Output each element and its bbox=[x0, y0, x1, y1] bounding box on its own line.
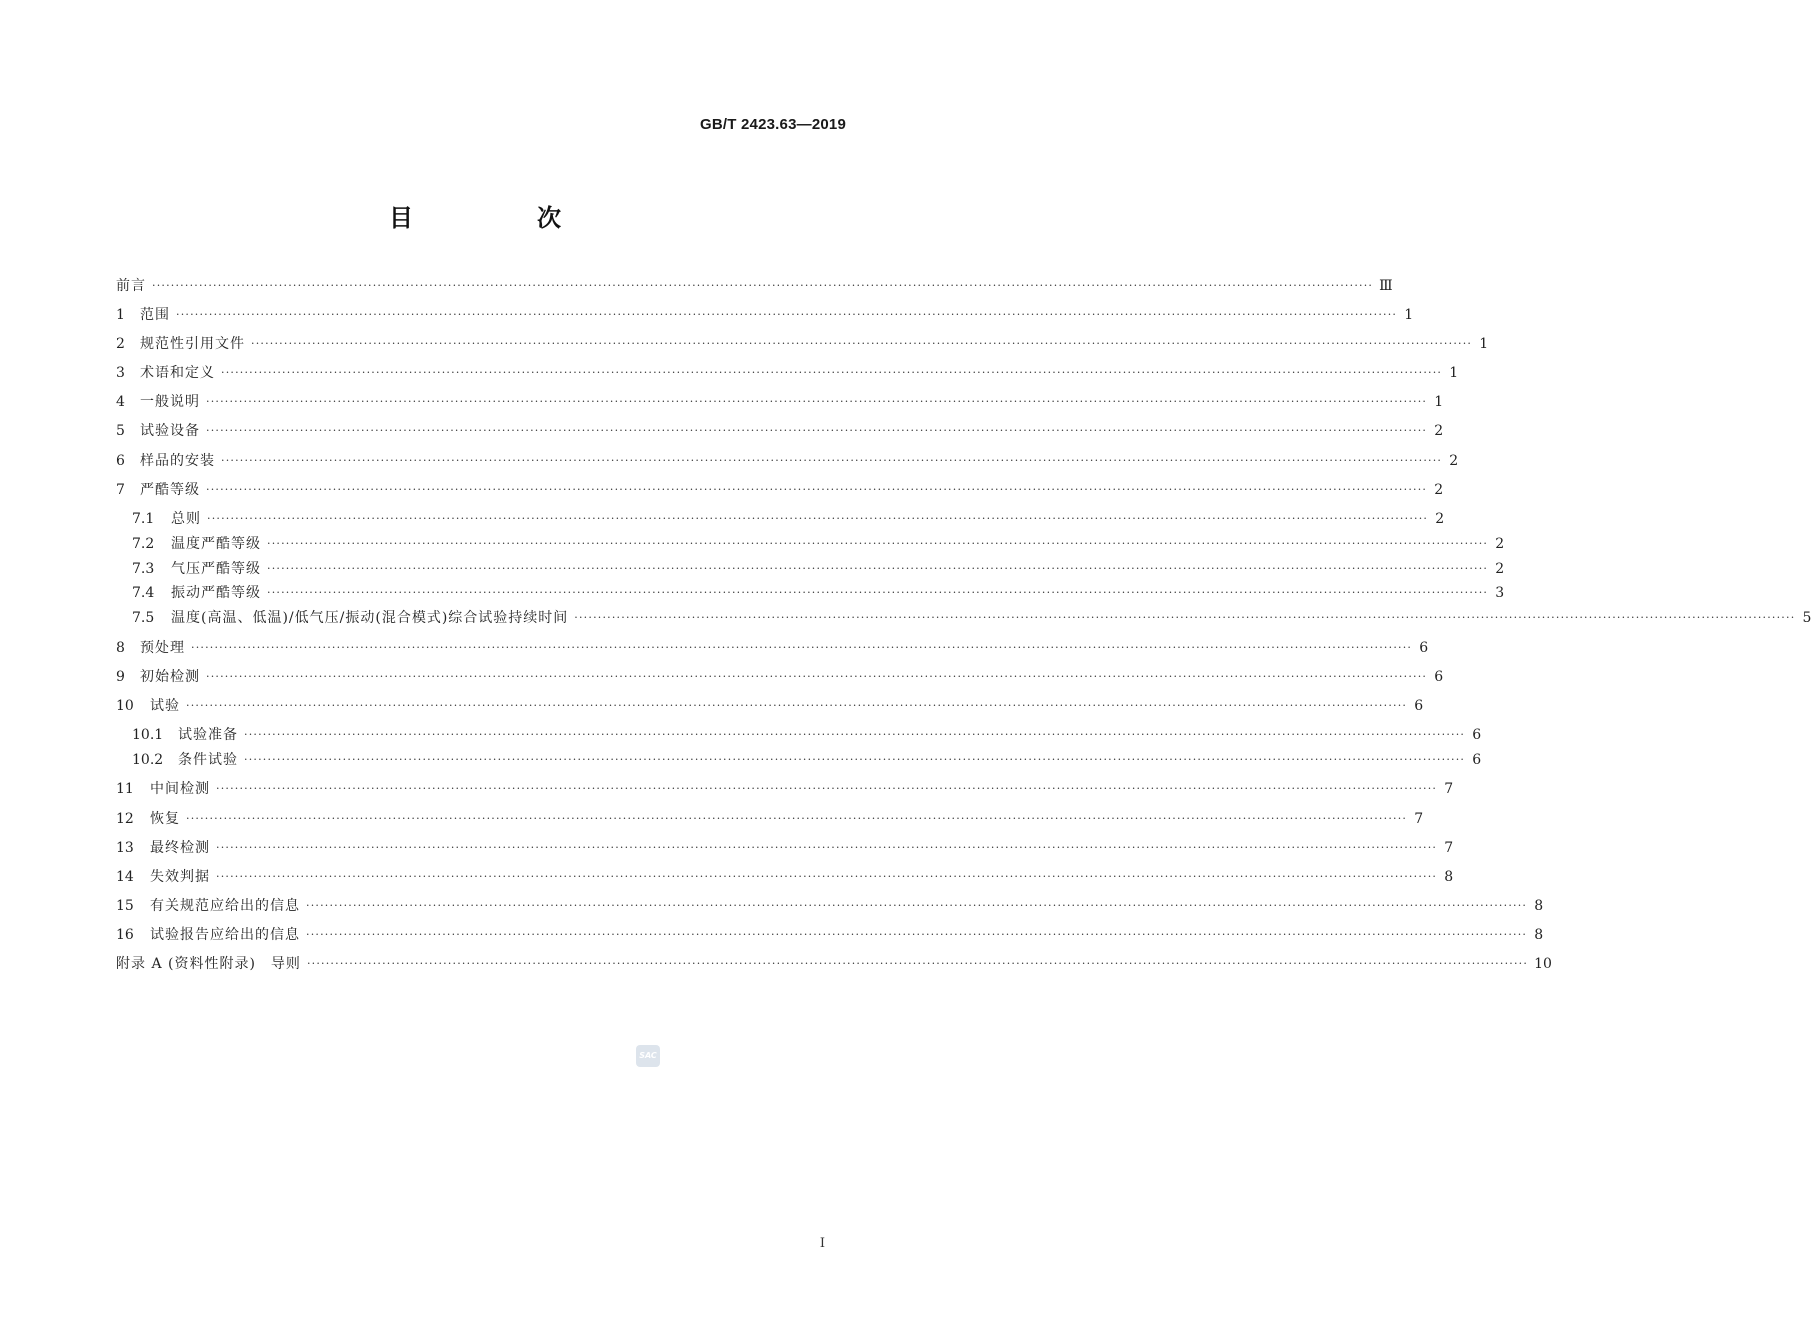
toc-entry-page: 7 bbox=[1414, 811, 1424, 827]
toc-entry[interactable] bbox=[116, 418, 1444, 444]
toc-entry-number: 4 bbox=[116, 394, 125, 410]
toc-leader-dots: ···································································································································································································································································· bbox=[221, 366, 1443, 379]
toc-entry-label: 术语和定义 bbox=[140, 365, 215, 381]
toc-entry-number: 7.2 bbox=[132, 536, 155, 552]
toc-leader-dots: ···································································································································································································································································· bbox=[267, 586, 1489, 599]
toc-entry[interactable] bbox=[116, 448, 1459, 474]
toc-entry-page: 2 bbox=[1434, 423, 1444, 439]
toc-entry[interactable] bbox=[116, 722, 1482, 748]
toc-entry[interactable] bbox=[116, 951, 1552, 977]
toc-entry-page: 8 bbox=[1534, 927, 1544, 943]
toc-entry-page: 2 bbox=[1449, 453, 1459, 469]
toc-entry-label: 失效判据 bbox=[150, 869, 210, 885]
toc-entry-label: 振动严酷等级 bbox=[171, 585, 261, 601]
toc-entry[interactable] bbox=[116, 806, 1424, 832]
toc-entry-number: 12 bbox=[116, 811, 134, 827]
toc-leader-dots: ···································································································································································································································································· bbox=[244, 753, 1466, 766]
toc-leader-dots: ···································································································································································································································································· bbox=[306, 899, 1528, 912]
toc-leader-dots: ···································································································································································································································································· bbox=[216, 870, 1438, 883]
toc-leader-dots: ···································································································································································································································································· bbox=[186, 812, 1408, 825]
toc-entry-label: 温度严酷等级 bbox=[171, 536, 261, 552]
toc-entry-label: 总则 bbox=[171, 511, 201, 527]
toc-entry-label: 预处理 bbox=[140, 640, 185, 656]
toc-entry[interactable] bbox=[116, 693, 1424, 719]
toc-entry-number: 10.1 bbox=[132, 727, 164, 743]
toc-entry-page: 6 bbox=[1472, 752, 1482, 768]
toc-entry-label: 附录 A (资料性附录) 导则 bbox=[116, 956, 301, 972]
toc-entry-label: 试验准备 bbox=[178, 727, 238, 743]
toc-entry-number: 14 bbox=[116, 869, 134, 885]
toc-leader-dots: ···································································································································································································································································· bbox=[206, 483, 1428, 496]
toc-leader-dots: ···································································································································································································································································· bbox=[574, 611, 1796, 624]
toc-entry-label: 试验报告应给出的信息 bbox=[150, 927, 300, 943]
toc-leader-dots: ···································································································································································································································································· bbox=[216, 782, 1438, 795]
toc-leader-dots: ···································································································································································································································································· bbox=[244, 728, 1466, 741]
toc-leader-dots: ···································································································································································································································································· bbox=[267, 537, 1489, 550]
toc-entry-number: 2 bbox=[116, 336, 125, 352]
toc-entry-page: 1 bbox=[1479, 336, 1489, 352]
toc-entry[interactable] bbox=[116, 360, 1459, 386]
toc-entry[interactable] bbox=[116, 331, 1489, 357]
toc-entry-page: 6 bbox=[1419, 640, 1429, 656]
toc-entry-label: 试验 bbox=[150, 698, 180, 714]
toc-entry-number: 13 bbox=[116, 840, 134, 856]
toc-entry-number: 10 bbox=[116, 698, 134, 714]
toc-entry-number: 8 bbox=[116, 640, 125, 656]
toc-entry-page: 2 bbox=[1495, 561, 1505, 577]
toc-entry-page: 6 bbox=[1434, 669, 1444, 685]
toc-entry-label: 恢复 bbox=[150, 811, 180, 827]
toc-entry[interactable] bbox=[116, 389, 1444, 415]
toc-entry[interactable] bbox=[116, 635, 1429, 661]
sac-logo: SAC bbox=[636, 1045, 660, 1067]
toc-entry-page: 3 bbox=[1495, 585, 1505, 601]
toc-entry-label: 条件试验 bbox=[178, 752, 238, 768]
toc-entry-page: 6 bbox=[1414, 698, 1424, 714]
toc-entry-page: 7 bbox=[1444, 781, 1454, 797]
toc-leader-dots: ···································································································································································································································································· bbox=[206, 670, 1428, 683]
toc-entry[interactable] bbox=[116, 506, 1445, 532]
toc-entry[interactable] bbox=[116, 922, 1544, 948]
toc-entry[interactable] bbox=[116, 893, 1544, 919]
toc-entry[interactable] bbox=[116, 302, 1414, 328]
toc-leader-dots: ···································································································································································································································································· bbox=[221, 454, 1443, 467]
toc-entry-label: 温度(高温、低温)/低气压/振动(混合模式)综合试验持续时间 bbox=[171, 610, 569, 626]
toc-entry-label: 最终检测 bbox=[150, 840, 210, 856]
toc-entry-number: 11 bbox=[116, 781, 134, 797]
toc-leader-dots: ···································································································································································································································································· bbox=[176, 308, 1398, 321]
toc-leader-dots: ···································································································································································································································································· bbox=[206, 395, 1428, 408]
toc-entry-number: 7.1 bbox=[132, 511, 155, 527]
toc-entry-page: 1 bbox=[1404, 307, 1414, 323]
toc-entry-number: 10.2 bbox=[132, 752, 164, 768]
toc-entry-page: 10 bbox=[1534, 956, 1552, 972]
toc-entry-number: 5 bbox=[116, 423, 125, 439]
toc-entry-number: 6 bbox=[116, 453, 125, 469]
toc-entry-number: 3 bbox=[116, 365, 125, 381]
toc-leader-dots: ···································································································································································································································································· bbox=[306, 957, 1529, 970]
toc-entry-page: 1 bbox=[1434, 394, 1444, 410]
toc-entry-label: 样品的安装 bbox=[140, 453, 215, 469]
toc-entry-label: 有关规范应给出的信息 bbox=[150, 898, 300, 914]
toc-entry-number: 15 bbox=[116, 898, 134, 914]
toc-leader-dots: ···································································································································································································································································· bbox=[216, 841, 1438, 854]
toc-entry-page: 2 bbox=[1495, 536, 1505, 552]
toc-entry[interactable] bbox=[116, 273, 1393, 299]
toc-entry-number: 1 bbox=[116, 307, 125, 323]
toc-entry-page: 2 bbox=[1434, 482, 1444, 498]
toc-leader-dots: ···································································································································································································································································· bbox=[306, 928, 1528, 941]
toc-leader-dots: ···································································································································································································································································· bbox=[191, 641, 1413, 654]
toc-entry-page: 5 bbox=[1802, 610, 1811, 626]
toc-entry[interactable] bbox=[116, 776, 1454, 802]
toc-entry-number: 7.3 bbox=[132, 561, 155, 577]
toc-entry[interactable] bbox=[116, 747, 1482, 773]
toc-entry[interactable] bbox=[116, 556, 1505, 582]
toc-leader-dots: ···································································································································································································································································· bbox=[267, 562, 1489, 575]
toc-entry-label: 严酷等级 bbox=[140, 482, 200, 498]
toc-leader-dots: ···································································································································································································································································· bbox=[207, 512, 1429, 525]
toc-entry-label: 规范性引用文件 bbox=[140, 336, 245, 352]
toc-entry-page: Ⅲ bbox=[1379, 278, 1393, 294]
toc-entry-label: 试验设备 bbox=[140, 423, 200, 439]
toc-entry-number: 16 bbox=[116, 927, 134, 943]
toc-entry-number: 7.4 bbox=[132, 585, 155, 601]
toc-entry-page: 2 bbox=[1435, 511, 1445, 527]
toc-leader-dots: ···································································································································································································································································· bbox=[206, 424, 1428, 437]
toc-entry[interactable] bbox=[116, 664, 1444, 690]
toc-leader-dots: ···································································································································································································································································· bbox=[152, 279, 1374, 292]
toc-entry-label: 范围 bbox=[140, 307, 170, 323]
toc-entry-page: 7 bbox=[1444, 840, 1454, 856]
toc-entry[interactable] bbox=[116, 605, 1811, 631]
toc-leader-dots: ···································································································································································································································································· bbox=[186, 699, 1408, 712]
toc-entry[interactable] bbox=[116, 531, 1505, 557]
toc-entry-number: 7 bbox=[116, 482, 125, 498]
toc-entry-label: 前言 bbox=[116, 278, 146, 294]
toc-entry[interactable] bbox=[116, 580, 1505, 606]
toc-entry-label: 初始检测 bbox=[140, 669, 200, 685]
toc-leader-dots: ···································································································································································································································································· bbox=[251, 337, 1473, 350]
toc-entry-number: 7.5 bbox=[132, 610, 155, 626]
page-title: 目 次 bbox=[389, 204, 611, 232]
toc-entry-number: 9 bbox=[116, 669, 125, 685]
toc-entry-label: 气压严酷等级 bbox=[171, 561, 261, 577]
toc-entry[interactable] bbox=[116, 835, 1454, 861]
page-number: I bbox=[819, 1236, 825, 1251]
toc-entry-page: 6 bbox=[1472, 727, 1482, 743]
toc-entry-page: 8 bbox=[1534, 898, 1544, 914]
toc-entry[interactable] bbox=[116, 477, 1444, 503]
toc-entry-page: 1 bbox=[1449, 365, 1459, 381]
toc-entry-label: 一般说明 bbox=[140, 394, 200, 410]
standard-number: GB/T 2423.63—2019 bbox=[700, 116, 846, 133]
toc-entry-label: 中间检测 bbox=[150, 781, 210, 797]
toc-entry-page: 8 bbox=[1444, 869, 1454, 885]
toc-entry[interactable] bbox=[116, 864, 1454, 890]
